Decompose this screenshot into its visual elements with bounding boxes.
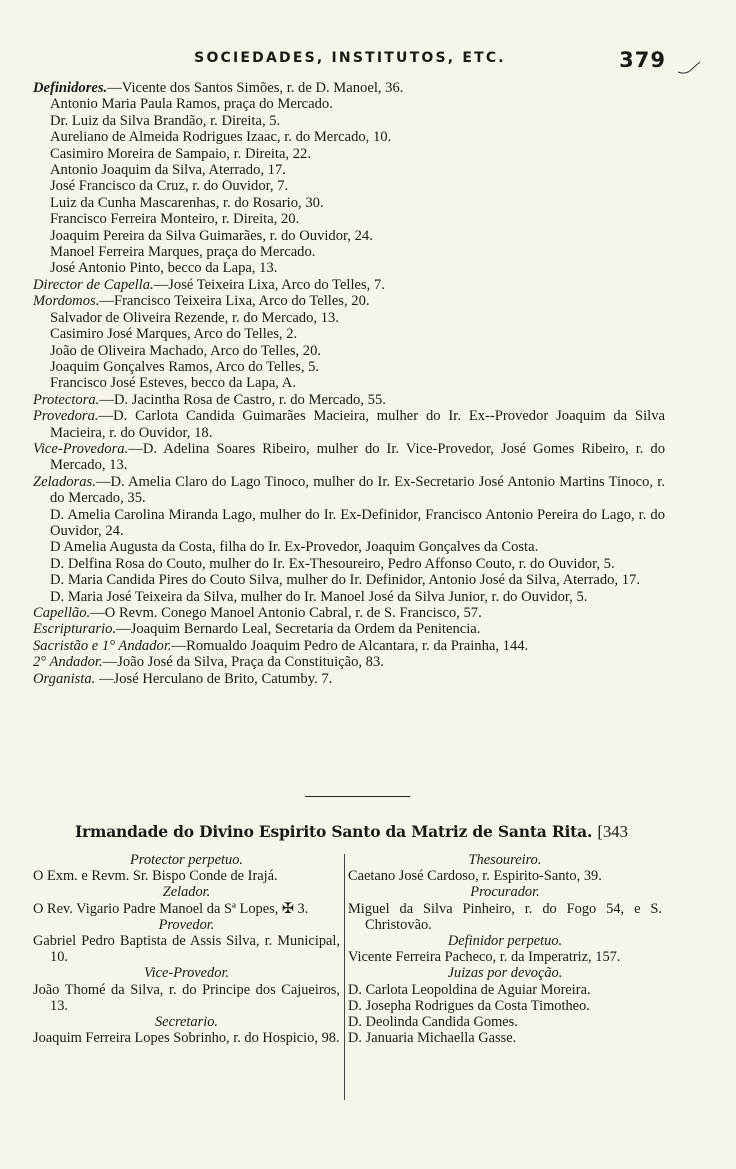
list-item — [33, 310, 665, 326]
list-item — [33, 244, 665, 260]
list-item — [33, 228, 665, 244]
entry-text: Francisco Ferreira Monteiro, r. Direita, 20. — [50, 211, 300, 228]
entry-text: —João José da Silva, Praça da Constituição, 83. — [102, 654, 384, 671]
section-divider — [305, 796, 410, 797]
list-item — [33, 589, 665, 605]
entry-text: —Vicente dos Santos Simões, r. de D. Manoel, 36. — [107, 80, 404, 96]
role-heading: Thesoureiro. — [468, 852, 542, 868]
running-head: SOCIEDADES, INSTITUTOS, ETC. — [194, 50, 506, 66]
role-label: Protectora. — [33, 391, 100, 408]
role-label: 2° Andador. — [33, 654, 103, 671]
entry-text: Joaquim Pereira da Silva Guimarães, r. do Ouvidor, 24. — [50, 227, 373, 244]
list-item — [33, 293, 665, 309]
list-item: O Rev. Vigario Padre Manoel da Sª Lopes, ✠ 3. — [33, 900, 309, 917]
role-label: Mordomos. — [33, 293, 100, 310]
role-label: Director de Capella. — [33, 276, 154, 293]
role-label: Definidores. — [33, 80, 108, 96]
entry-text: —José Teixeira Lixa, Arco do Telles, 7. — [153, 276, 385, 293]
list-item: Joaquim Ferreira Lopes Sobrinho, r. do Hospicio, 98. — [33, 1030, 340, 1047]
list-item — [33, 343, 665, 359]
pencil-mark-icon — [676, 58, 702, 76]
entry-text: —D. Amelia Claro do Lago Tinoco, mulher do Ir. Ex-Secretario José Antonio Martins Tinoco, r. do Mercado, 35. — [50, 473, 665, 507]
left-column — [33, 852, 340, 1046]
list-item — [33, 146, 665, 162]
role-heading: Vice-Provedor. — [143, 965, 230, 982]
section-title-text: Irmandade do Divino Espirito Santo da Matriz de Santa Rita. — [75, 822, 593, 841]
entry-text: João de Oliveira Machado, Arco do Telles, 20. — [50, 342, 322, 359]
role-label: Capellão. — [33, 605, 91, 621]
entry-text: Antonio Joaquim da Silva, Aterrado, 17. — [50, 162, 286, 179]
entry-text: —D. Carlota Candida Guimarães Macieira, mulher do Ir. Ex--Provedor Joaquim da Silva Macieira, r. do Ouvidor, 18. — [50, 408, 665, 441]
role-label: Sacristão e 1° Andador. — [33, 637, 172, 654]
entry-text: D Amelia Augusta da Costa, filha do Ir. Ex-Provedor, Joaquim Gonçalves da Costa. — [50, 539, 539, 556]
entry-text: —José Herculano de Brito, Catumby. 7. — [95, 670, 333, 687]
entry-text: —Romualdo Joaquim Pedro de Alcantara, r. da Prainha, 144. — [171, 637, 529, 654]
section-title — [75, 822, 675, 842]
list-item — [33, 162, 665, 178]
list-item — [33, 556, 665, 572]
list-item: Vicente Ferreira Pacheco, r. da Imperatriz, 157. — [348, 949, 621, 966]
entry-text: Manoel Ferreira Marques, praça do Mercado. — [50, 244, 316, 261]
right-column — [348, 852, 662, 1046]
list-item: O Exm. e Revm. Sr. Bispo Conde de Irajá. — [33, 868, 278, 885]
entry-text: Francisco José Esteves, becco da Lapa, A. — [50, 375, 296, 392]
list-item — [33, 359, 665, 375]
list-item — [33, 195, 665, 211]
list-item — [33, 96, 665, 112]
entry-text: José Francisco da Cruz, r. do Ouvidor, 7. — [50, 178, 289, 195]
list-item: D. Josepha Rodrigues da Costa Timotheo. — [348, 997, 590, 1014]
list-item — [33, 129, 665, 145]
list-item — [33, 375, 665, 391]
entry-text: Dr. Luiz da Silva Brandão, r. Direita, 5. — [50, 112, 281, 129]
list-item — [33, 211, 665, 227]
list-item — [33, 277, 665, 293]
entry-text: Antonio Maria Paula Ramos, praça do Mercado. — [50, 96, 333, 113]
list-item: Gabriel Pedro Baptista de Assis Silva, r. Municipal, 10. — [33, 933, 340, 966]
entry-text: D. Maria José Teixeira da Silva, mulher do Ir. Manoel José da Silva Junior, r. do Ouvidor, 5. — [50, 588, 588, 605]
page-number: 379 — [619, 48, 666, 72]
entry-text: Casimiro Moreira de Sampaio, r. Direita, 22. — [50, 145, 312, 162]
entry-text: José Antonio Pinto, becco da Lapa, 13. — [50, 260, 278, 277]
officers-list — [33, 80, 665, 687]
role-heading: Procurador. — [470, 884, 540, 901]
entry-text: —O Revm. Conego Manoel Antonio Cabral, r. de S. Francisco, 57. — [90, 605, 482, 621]
role-label: Organista. — [33, 670, 96, 687]
role-label: Escripturario. — [33, 621, 117, 638]
list-item: Miguel da Silva Pinheiro, r. do Fogo 54, e S. Christovão. — [348, 900, 662, 933]
role-heading: Definidor perpetuo. — [447, 933, 563, 950]
entry-text: —D. Jacintha Rosa de Castro, r. do Mercado, 55. — [99, 391, 386, 408]
list-item — [33, 178, 665, 194]
list-item — [33, 654, 665, 670]
entry-text: D. Delfina Rosa do Couto, mulher do Ir. Ex-Thesoureiro, Pedro Affonso Couto, r. do Ouvidor, 5. — [50, 555, 615, 572]
role-label: Provedora. — [33, 408, 99, 425]
list-item — [33, 80, 665, 96]
entry-text: —D. Adelina Soares Ribeiro, mulher do Ir. Vice-Provedor, José Gomes Ribeiro, r. do Mercado, 13. — [50, 440, 665, 474]
list-item — [33, 507, 665, 540]
list-item — [33, 113, 665, 129]
role-label: Vice-Provedora. — [33, 440, 129, 457]
list-item — [33, 260, 665, 276]
list-item: Caetano José Cardoso, r. Espirito-Santo, 39. — [348, 868, 602, 885]
list-item — [33, 539, 665, 555]
role-label: Zeladoras. — [33, 473, 96, 490]
entry-text: Luiz da Cunha Mascarenhas, r. do Rosario, 30. — [50, 194, 324, 211]
entry-text: D. Maria Candida Pires do Couto Silva, mulher do Ir. Definidor, Antonio José da Silva, Aterrado, 17. — [50, 572, 640, 589]
role-heading: Juizas por devoção. — [447, 965, 563, 982]
list-item — [33, 638, 665, 654]
list-item — [33, 572, 665, 588]
entry-text: Joaquim Gonçalves Ramos, Arco do Telles, 5. — [50, 358, 320, 375]
list-item: João Thomé da Silva, r. do Principe dos Cajueiros, 13. — [33, 981, 340, 1014]
list-item: D. Carlota Leopoldina de Aguiar Moreira. — [348, 981, 591, 998]
role-heading: Zelador. — [162, 884, 211, 901]
list-item — [33, 621, 665, 637]
role-heading: Provedor. — [158, 916, 215, 933]
role-heading: Secretario. — [154, 1014, 218, 1031]
entry-text: Casimiro José Marques, Arco do Telles, 2. — [50, 326, 298, 343]
page-header — [30, 48, 670, 74]
entry-text: —Francisco Teixeira Lixa, Arco do Telles, 20. — [99, 293, 370, 310]
list-item — [33, 408, 665, 441]
list-item — [33, 474, 665, 507]
entry-text: Salvador de Oliveira Rezende, r. do Mercado, 13. — [50, 309, 339, 326]
list-item: D. Deolinda Candida Gomes. — [348, 1014, 518, 1031]
list-item — [33, 441, 665, 474]
list-item: D. Januaria Michaella Gasse. — [348, 1030, 517, 1047]
entry-text: D. Amelia Carolina Miranda Lago, mulher do Ir. Ex-Definidor, Francisco Antonio Pereira do Lago, r. do Ouvidor, 24. — [50, 506, 665, 539]
role-heading: Protector perpetuo. — [130, 852, 243, 868]
list-item — [33, 326, 665, 342]
entry-text: Aureliano de Almeida Rodrigues Izaac, r. do Mercado, 10. — [50, 129, 392, 146]
list-item — [33, 392, 665, 408]
column-divider — [344, 854, 345, 1100]
section-reference: [343 — [597, 822, 628, 841]
entry-text: —Joaquim Bernardo Leal, Secretaria da Ordem da Penitencia. — [116, 621, 481, 638]
list-item — [33, 605, 665, 621]
list-item — [33, 671, 665, 687]
